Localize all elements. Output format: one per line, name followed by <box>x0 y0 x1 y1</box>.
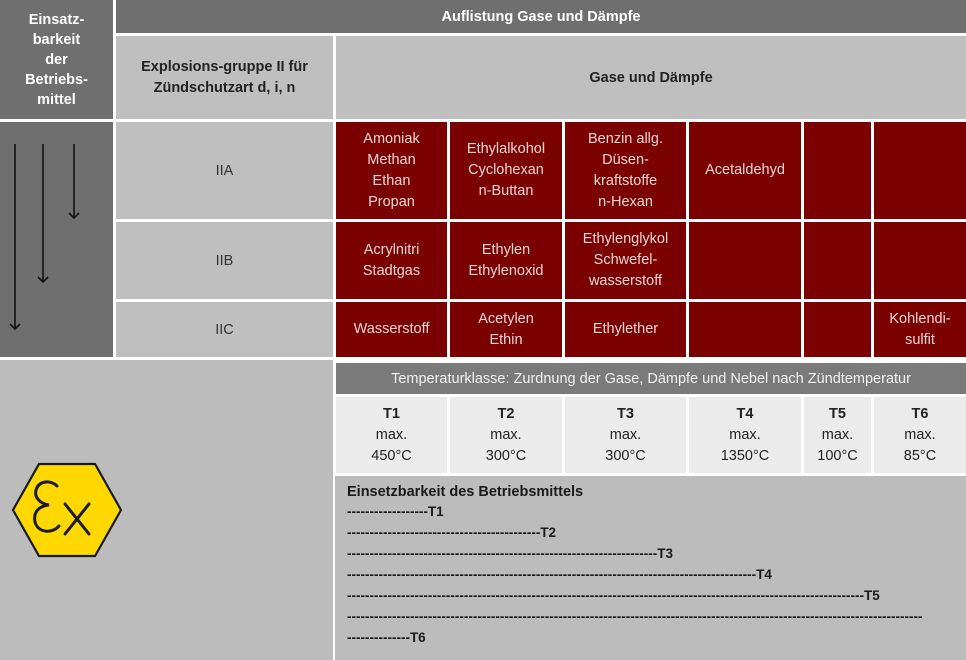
temp-max-label: max. <box>375 426 408 443</box>
temp-class-label: T1 <box>383 405 400 422</box>
gas-cell <box>874 122 966 219</box>
group-name-IIC: IIC <box>116 302 333 357</box>
corner-header: Einsatz- barkeit der Betriebs- mittel <box>0 0 113 119</box>
temp-value: 300°C <box>605 447 646 464</box>
legend-line-T3: ---------------------------------------------------------------------T3 <box>347 546 673 561</box>
legend-title: Einsetzbarkeit des Betriebsmittels <box>347 484 584 500</box>
gas-cell: Benzin allg. Düsen- kraftstoffe n-Hexan <box>565 122 686 219</box>
gas-cell: Wasserstoff <box>336 302 447 357</box>
down-arrows-icon <box>0 122 113 357</box>
temp-value: 450°C <box>371 447 412 464</box>
temp-value: 85°C <box>903 447 937 464</box>
gas-cell: Acetaldehyd <box>689 122 801 219</box>
temp-max-label: max. <box>904 426 936 443</box>
legend-line-T5: -------------------------------------------------------------------------------------------------------------------T5 <box>347 588 880 603</box>
temp-max-label: max. <box>490 426 522 443</box>
temp-class-T6 <box>874 397 966 473</box>
temp-class-T5 <box>804 397 871 473</box>
temp-class-label: T2 <box>497 405 515 422</box>
group-name-IIB: IIB <box>116 222 333 299</box>
temp-max-label: max. <box>609 426 642 443</box>
gas-cell: Ethylenglykol Schwefel- wasserstoff <box>565 222 686 299</box>
temp-class-T4 <box>689 397 801 473</box>
temp-class-T2 <box>450 397 562 473</box>
temp-class-label: T3 <box>617 405 634 422</box>
temp-value: 300°C <box>485 447 527 464</box>
gas-cell: Acetylen Ethin <box>450 302 562 357</box>
temp-header: Temperaturklasse: Zurdnung der Gase, Dämpfe und Nebel nach Zündtemperatur <box>336 363 966 394</box>
gas-cell <box>804 122 871 219</box>
gas-cell <box>874 222 966 299</box>
gas-cell: Kohlendi- sulfit <box>874 302 966 357</box>
group-name-IIA: IIA <box>116 122 333 219</box>
gas-cell: Ethylether <box>565 302 686 357</box>
temp-value: 100°C <box>817 447 858 464</box>
legend-line-T2: -------------------------------------------T2 <box>347 525 557 540</box>
temp-class-label: T6 <box>911 405 929 422</box>
legend-line-T6-a: -------------------------------------------------------------------------------------------------------------------------------- <box>347 609 923 624</box>
gas-cell: Ethylen Ethylenoxid <box>450 222 562 299</box>
arrow-column <box>0 122 113 357</box>
gas-cell <box>689 222 801 299</box>
gas-cell <box>804 302 871 357</box>
temp-class-label: T5 <box>829 405 846 422</box>
gas-cell: Acrylnitri Stadtgas <box>336 222 447 299</box>
gases-header: Gase und Dämpfe <box>336 36 966 119</box>
top-header: Auflistung Gase und Dämpfe <box>116 0 966 33</box>
temp-class-T3 <box>565 397 686 473</box>
legend-line-T4: -------------------------------------------------------------------------------------------T4 <box>347 567 772 582</box>
temp-value: 1350°C <box>720 447 770 464</box>
group-header: Explosions-gruppe II für Zündschutzart d, i, n <box>116 36 333 119</box>
usage-legend <box>335 476 966 660</box>
ex-logo-panel <box>0 360 333 660</box>
gas-cell: Amoniak Methan Ethan Propan <box>336 122 447 219</box>
legend-line-T1: ------------------T1 <box>347 504 444 519</box>
gas-cell <box>804 222 871 299</box>
temp-class-T1 <box>336 397 447 473</box>
temp-class-label: T4 <box>736 405 754 422</box>
gas-cell: Ethylalkohol Cyclohexan n-Buttan <box>450 122 562 219</box>
ex-hexagon-icon <box>9 460 125 560</box>
temp-max-label: max. <box>729 426 761 443</box>
temp-max-label: max. <box>821 426 854 443</box>
gas-cell <box>689 302 801 357</box>
legend-line-T6-b: --------------T6 <box>347 630 426 645</box>
